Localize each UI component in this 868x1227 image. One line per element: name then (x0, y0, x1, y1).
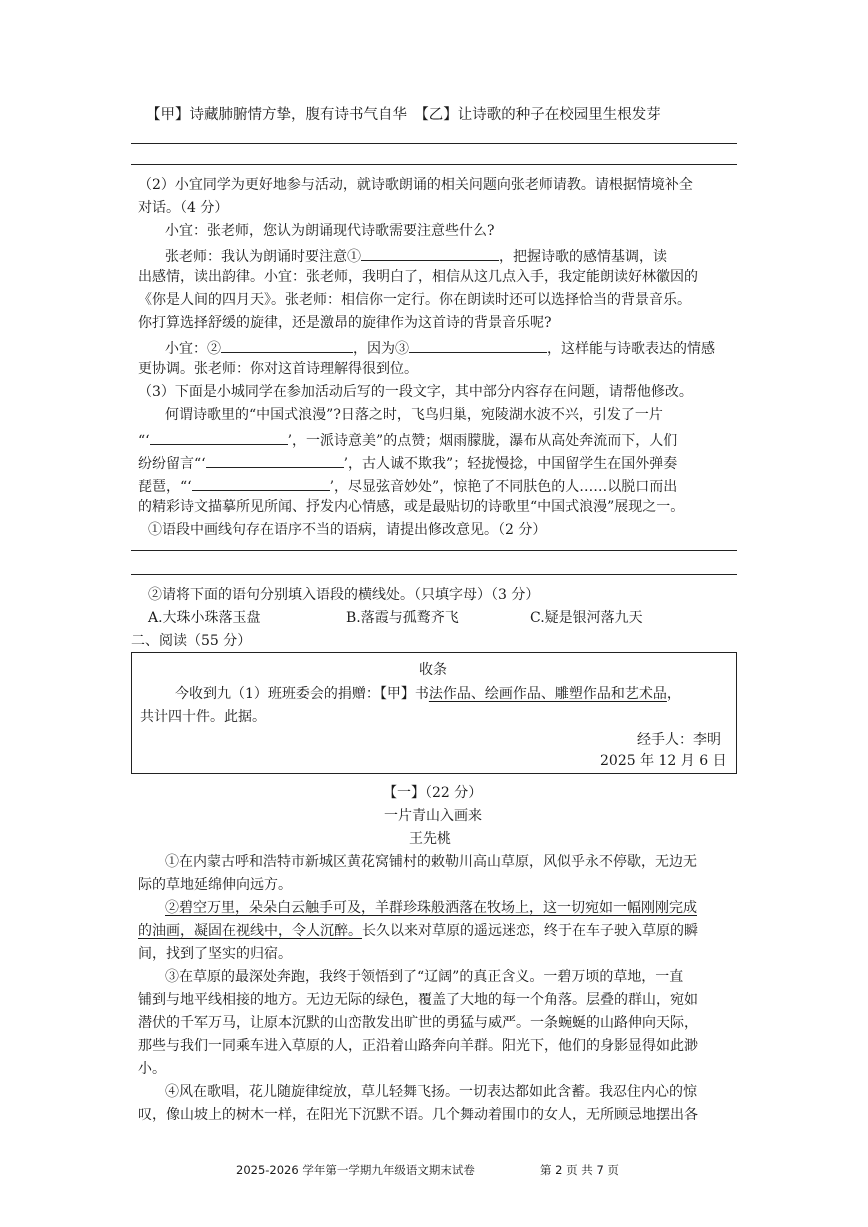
option-b: B.落霞与孤鹜齐飞 (346, 610, 459, 626)
q3-sub1: ①语段中画线句存在语序不当的语病，请提出修改意见。（2 分） (148, 522, 547, 538)
article-line: 铺到与地平线相接的地方。无边无际的绿色，覆盖了大地的每一个角落。层叠的群山，宛如 (138, 992, 698, 1008)
dialogue-line: 出感情，读出韵律。小宜：张老师，我明白了，相信从这几点入手，我定能朗读好林徽因的 (138, 269, 698, 285)
dialogue-text: 小宜：② (165, 341, 221, 357)
article-line-underlined: ②碧空万里，朵朵白云触手可及，羊群珍珠般洒落在牧场上，这一切宛如一幅刚刚完成 (165, 900, 697, 916)
dialogue-line: 小宜：张老师，您认为朗诵现代诗歌需要注意些什么? (165, 223, 495, 239)
passage-text: 纷纷留言“‘ (138, 456, 206, 472)
answer-line (131, 550, 737, 551)
answer-line (131, 164, 737, 165)
article-line: 际的草地延绵伸向远方。 (138, 877, 292, 893)
article-author: 王先桃 (409, 831, 451, 847)
article-line: ③在草原的最深处奔跑，我终于领悟到了“辽阔”的真正含义。一碧万顷的草地，一直 (165, 969, 684, 985)
receipt-box (131, 652, 737, 774)
passage-text: “‘ (138, 433, 150, 449)
article-line: ④风在歌唱，花儿随旋律绽放，草儿轻舞飞扬。一切表达都如此含蓄。我忍住内心的惊 (165, 1084, 697, 1100)
answer-line (131, 143, 737, 144)
fill-blank-2[interactable] (206, 450, 344, 468)
fill-blank-3[interactable] (192, 473, 330, 491)
dialogue-text: ，因为③ (353, 341, 409, 357)
article-line: 小。 (138, 1061, 166, 1077)
dialogue-line: 更协调。张老师：你对这首诗理解得很到位。 (138, 361, 418, 377)
passage-text: ’，尽显弦音妙处”，惊艳了不同肤色的人……以脱口而出 (329, 479, 678, 495)
part-heading: 【一】（22 分） (383, 785, 483, 801)
section-heading: 二、阅读（55 分） (131, 633, 252, 649)
passage-text: ’，古人诚不欺我”；轻拢慢捻，中国留学生在国外弹奏 (343, 456, 678, 472)
receipt-line: 共计四十件。此据。 (140, 709, 266, 725)
answer-blank-3[interactable] (409, 335, 547, 353)
q3-sub2: ②请将下面的语句分别填入语段的横线处。（只填字母）（3 分） (148, 587, 540, 603)
article-line: 叹，像山坡上的树木一样，在阳光下沉默不语。几个舞动着围巾的女人，无所顾忌地摆出各 (138, 1107, 698, 1123)
dialogue-line: 《你是人间的四月天》。张老师：相信你一定行。你在朗读时还可以选择恰当的背景音乐。 (138, 292, 691, 308)
passage-text: 琵琶，“‘ (138, 479, 192, 495)
receipt-text: ， (666, 686, 681, 702)
article-title: 一片青山入画来 (384, 808, 482, 824)
answer-blank-2[interactable] (221, 335, 353, 353)
underlined-sentence: 的油画，凝固在视线中，令人沉醉。 (138, 923, 362, 939)
article-line: 潜伏的千军万马，让原本沉默的山峦散发出旷世的勇猛与威严。一条蜿蜒的山路伸向天际， (138, 1015, 698, 1031)
article-line: 那些与我们一同乘车进入草原的人，正沿着山路奔向羊群。阳光下，他们的身影显得如此渺 (138, 1038, 698, 1054)
passage-text: ’，一派诗意美”的点赞；烟雨朦胧，瀑布从高处奔流而下，人们 (287, 433, 678, 449)
receipt-underlined: 法作品、绘画作品、雕塑作品和艺术品 (428, 686, 667, 702)
receipt-title: 收条 (419, 662, 447, 678)
option-c: C.疑是银河落九天 (530, 610, 643, 626)
q1-heading: 【甲】诗藏肺腑情方挚，腹有诗书气自华 【乙】让诗歌的种子在校园里生根发芽 (146, 107, 661, 123)
footer-exam-title: 2025-2026 学年第一学期九年级语文期末试卷 (236, 1163, 475, 1177)
q2-prompt-cont: 对话。（4 分） (138, 200, 229, 216)
dialogue-text: ，这样能与诗歌表达的情感 (547, 341, 715, 357)
dialogue-line: 你打算选择舒缓的旋律，还是激昂的旋律作为这首诗的背景音乐呢? (138, 315, 552, 331)
fill-blank-1[interactable] (150, 427, 288, 445)
dialogue-text: ，把握诗歌的感情基调，读 (499, 249, 667, 265)
q3-prompt: （3）下面是小城同学在参加活动后写的一段文字，其中部分内容存在问题，请帮他修改。 (138, 384, 693, 400)
q2-prompt: （2）小宜同学为更好地参与活动，就诗歌朗诵的相关问题向张老师请教。请根据情境补全 (138, 177, 693, 193)
receipt-date: 2025 年 12 月 6 日 (600, 753, 727, 769)
receipt-handler: 经手人：李明 (637, 732, 721, 748)
footer-page-number: 第 2 页 共 7 页 (540, 1163, 619, 1177)
article-line: 间，找到了坚实的归宿。 (138, 946, 292, 962)
answer-blank-1[interactable] (361, 243, 499, 261)
article-line: ①在内蒙古呼和浩特市新城区黄花窝铺村的敕勒川高山草原，风似乎永不停歇，无边无 (165, 854, 697, 870)
option-a: A.大珠小珠落玉盘 (148, 610, 261, 626)
article-line (138, 920, 698, 943)
passage-line: 何谓诗歌里的“中国式浪漫”?日落之时，飞鸟归巢，宛陵湖水波不兴，引发了一片 (165, 407, 663, 423)
dialogue-text: 张老师：我认为朗诵时要注意① (165, 249, 361, 265)
answer-line (131, 574, 737, 575)
receipt-text: 今收到九（1）班班委会的捐赠：【甲】书 (175, 686, 429, 702)
article-text: 长久以来对草原的遥远迷恋，终于在车子驶入草原的瞬 (362, 923, 698, 939)
passage-line: 的精彩诗文描摹所见所闻、抒发内心情感，或是最贴切的诗歌里“中国式浪漫”展现之一。 (138, 499, 685, 515)
receipt-line (175, 683, 681, 706)
